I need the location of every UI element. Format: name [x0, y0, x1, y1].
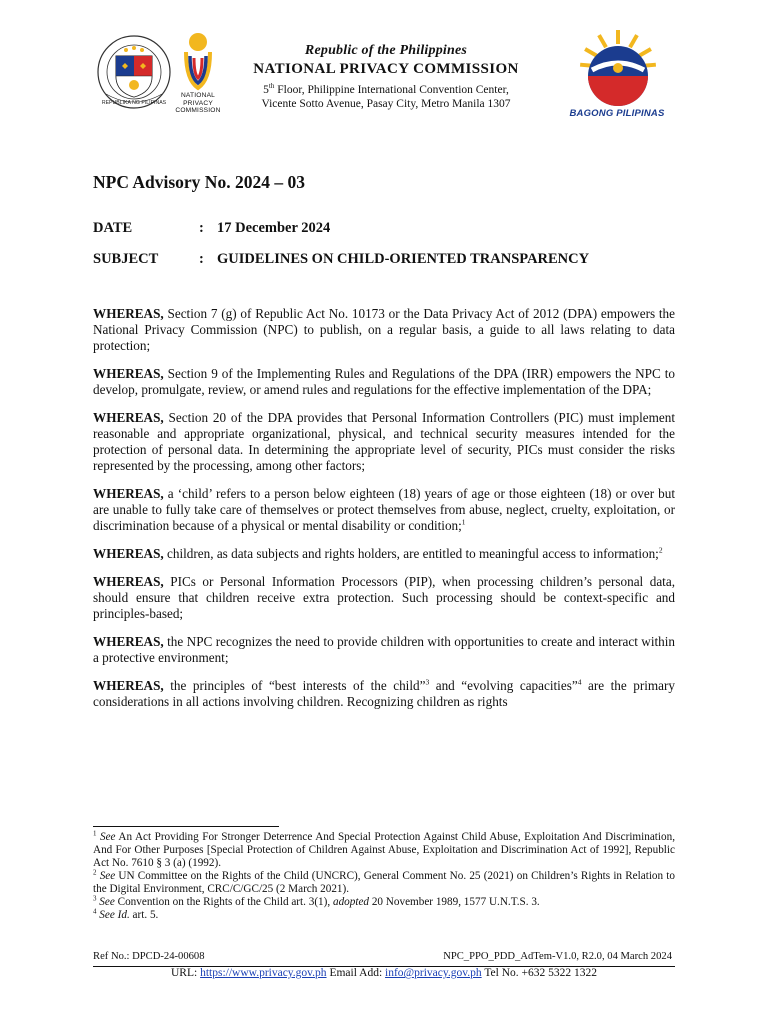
paragraph-text: Section 9 of the Implementing Rules and Regulations of the DPA (IRR) empowers the NPC to develop, promulgate, review, or amend rules and regulations for the effective implementation of the DPA; [93, 366, 675, 397]
bagong-pilipinas-label: BAGONG PILIPINAS [569, 108, 665, 119]
subject-colon: : [199, 251, 204, 267]
paragraph-text: the principles of “best interests of the child” [163, 678, 426, 693]
footnote-number: 3 [93, 894, 97, 903]
paragraph-lead: WHEREAS, [93, 410, 164, 425]
telephone-number: Tel No. +632 5322 1322 [484, 967, 597, 979]
address-line-1: Floor, Philippine International Convention Center, [274, 83, 509, 96]
whereas-paragraph-4 [93, 486, 675, 534]
address-floor-number: 5 [263, 83, 269, 96]
paragraph-lead: WHEREAS, [93, 634, 164, 649]
whereas-paragraph-3 [93, 410, 675, 474]
paragraph-lead: WHEREAS, [93, 678, 164, 693]
advisory-body [93, 306, 675, 722]
paragraph-lead: WHEREAS, [93, 574, 164, 589]
paragraph-text: Section 20 of the DPA provides that Personal Information Controllers (PIC) must implement reasonable and appropriate organizational, physical, and technical security measures intended for the protection of personal data. In determining the appropriate level of security, PICs must consider the risks represented by the processing, among other factors; [93, 410, 675, 473]
footnote-ref-4[interactable]: 4 [577, 677, 582, 687]
npc-logo-label-2: PRIVACY [183, 99, 213, 107]
date-label: DATE [93, 220, 133, 236]
npc-logo [173, 30, 223, 124]
footer-contact [93, 967, 675, 979]
paragraph-text: Section 7 (g) of Republic Act No. 10173 or the Data Privacy Act of 2012 (DPA) empowers the National Privacy Commission (NPC) to publish, on a regular basis, a guide to all laws relating to data protection; [93, 306, 675, 353]
footnote-text: 20 November 1989, 1577 U.N.T.S. 3. [369, 896, 540, 908]
whereas-paragraph-7 [93, 634, 675, 666]
seal-text: REPUBLIKA NG PILIPINAS [101, 100, 167, 106]
footnote-signal: See [99, 896, 115, 908]
url-label: URL: [171, 967, 198, 979]
date-value: 17 December 2024 [217, 220, 331, 236]
footnote-signal: See Id. [99, 909, 130, 921]
whereas-paragraph-8 [93, 678, 675, 710]
footnote-3 [93, 896, 675, 909]
date-colon: : [199, 220, 204, 236]
footnote-ref-2[interactable]: 2 [658, 545, 663, 555]
footnote-text: An Act Providing For Stronger Deterrence And Special Protection Against Child Abuse, Exploitation And Discrimination, And For Other Purposes [Special Protection of Children Against Abuse, Exploitation and Discrimination Act of 1992], Republic Act No. 7610 § 3 (a) (1992). [93, 831, 675, 869]
paragraph-text: children, as data subjects and rights holders, are entitled to meaningful access to information; [163, 546, 659, 561]
footnote-number: 4 [93, 907, 97, 916]
reference-number: Ref No.: DPCD-24-00608 [93, 951, 205, 962]
footnote-4 [93, 909, 675, 922]
footnote-number: 2 [93, 868, 97, 877]
paragraph-lead: WHEREAS, [93, 306, 164, 321]
footnote-signal: See [100, 831, 116, 843]
letterhead-agency: NATIONAL PRIVACY COMMISSION [253, 61, 519, 77]
footnote-italic: adopted [332, 896, 370, 908]
paragraph-text: and “evolving capacities” [429, 678, 578, 693]
footnote-text: UN Committee on the Rights of the Child (UNCRC), General Comment No. 25 (2021) on Children’s Rights in Relation to the Digital Environment, CRC/C/GC/25 (2 March 2021). [93, 870, 676, 895]
npc-keyhole-icon [181, 30, 215, 92]
paragraph-lead: WHEREAS, [93, 486, 164, 501]
footnote-text: art. 5. [129, 909, 159, 921]
footnote-ref-3[interactable]: 3 [425, 677, 430, 687]
paragraph-lead: WHEREAS, [93, 546, 164, 561]
letterhead-republic: Republic of the Philippines [304, 43, 468, 58]
whereas-paragraph-2 [93, 366, 675, 398]
paragraph-lead: WHEREAS, [93, 366, 164, 381]
footnote-text: Convention on the Rights of the Child art. 3(1), [114, 896, 333, 908]
email-label: Email Add: [329, 967, 383, 979]
republic-seal-logo [96, 34, 172, 110]
footnote-1 [93, 831, 675, 870]
letterhead-address-line-2: Vicente Sotto Avenue, Pasay City, Metro Manila 1307 [261, 97, 511, 110]
npc-logo-label-1: NATIONAL [180, 92, 216, 99]
email-link[interactable]: info@privacy.gov.ph [385, 967, 482, 979]
footnote-signal: See [99, 870, 116, 882]
letterhead-address-line-1 [236, 79, 536, 97]
subject-label: SUBJECT [93, 251, 159, 267]
paragraph-text: PICs or Personal Information Processors (PIP), when processing children’s personal data, should ensure that children receive extra protection. Such processing should be context-specific and principles-based; [93, 574, 675, 621]
footnote-number: 1 [93, 829, 97, 838]
footnote-2 [93, 870, 675, 896]
template-version: NPC_PPO_PDD_AdTem-V1.0, R2.0, 04 March 2024 [443, 951, 672, 962]
paragraph-text: a ‘child’ refers to a person below eighteen (18) years of age or those eighteen (18) or over but are unable to fully take care of themselves or protect themselves from abuse, neglect, cruelty, exploitation, or discrimination because of a physical or mental disability or condition; [93, 486, 675, 533]
date-row [93, 220, 330, 237]
advisory-title: NPC Advisory No. 2024 – 03 [93, 172, 305, 192]
whereas-paragraph-5 [93, 546, 675, 562]
paragraph-text: the NPC recognizes the need to provide children with opportunities to create and interact within a protective environment; [93, 634, 675, 665]
npc-logo-label-3: COMMISSION [175, 107, 221, 115]
whereas-paragraph-1 [93, 306, 675, 354]
footnotes [93, 831, 675, 922]
letterhead [236, 42, 536, 111]
footnote-ref-1[interactable]: 1 [461, 517, 466, 527]
subject-row [93, 251, 589, 268]
footnote-divider [93, 826, 279, 827]
whereas-paragraph-6 [93, 574, 675, 622]
website-link[interactable]: https://www.privacy.gov.ph [200, 967, 327, 979]
address-floor-suffix: th [268, 82, 275, 90]
subject-value: GUIDELINES ON CHILD-ORIENTED TRANSPARENCY [217, 251, 590, 267]
paragraph-text: are the primary considerations in all actions involving children. Recognizing children as rights [93, 678, 675, 709]
